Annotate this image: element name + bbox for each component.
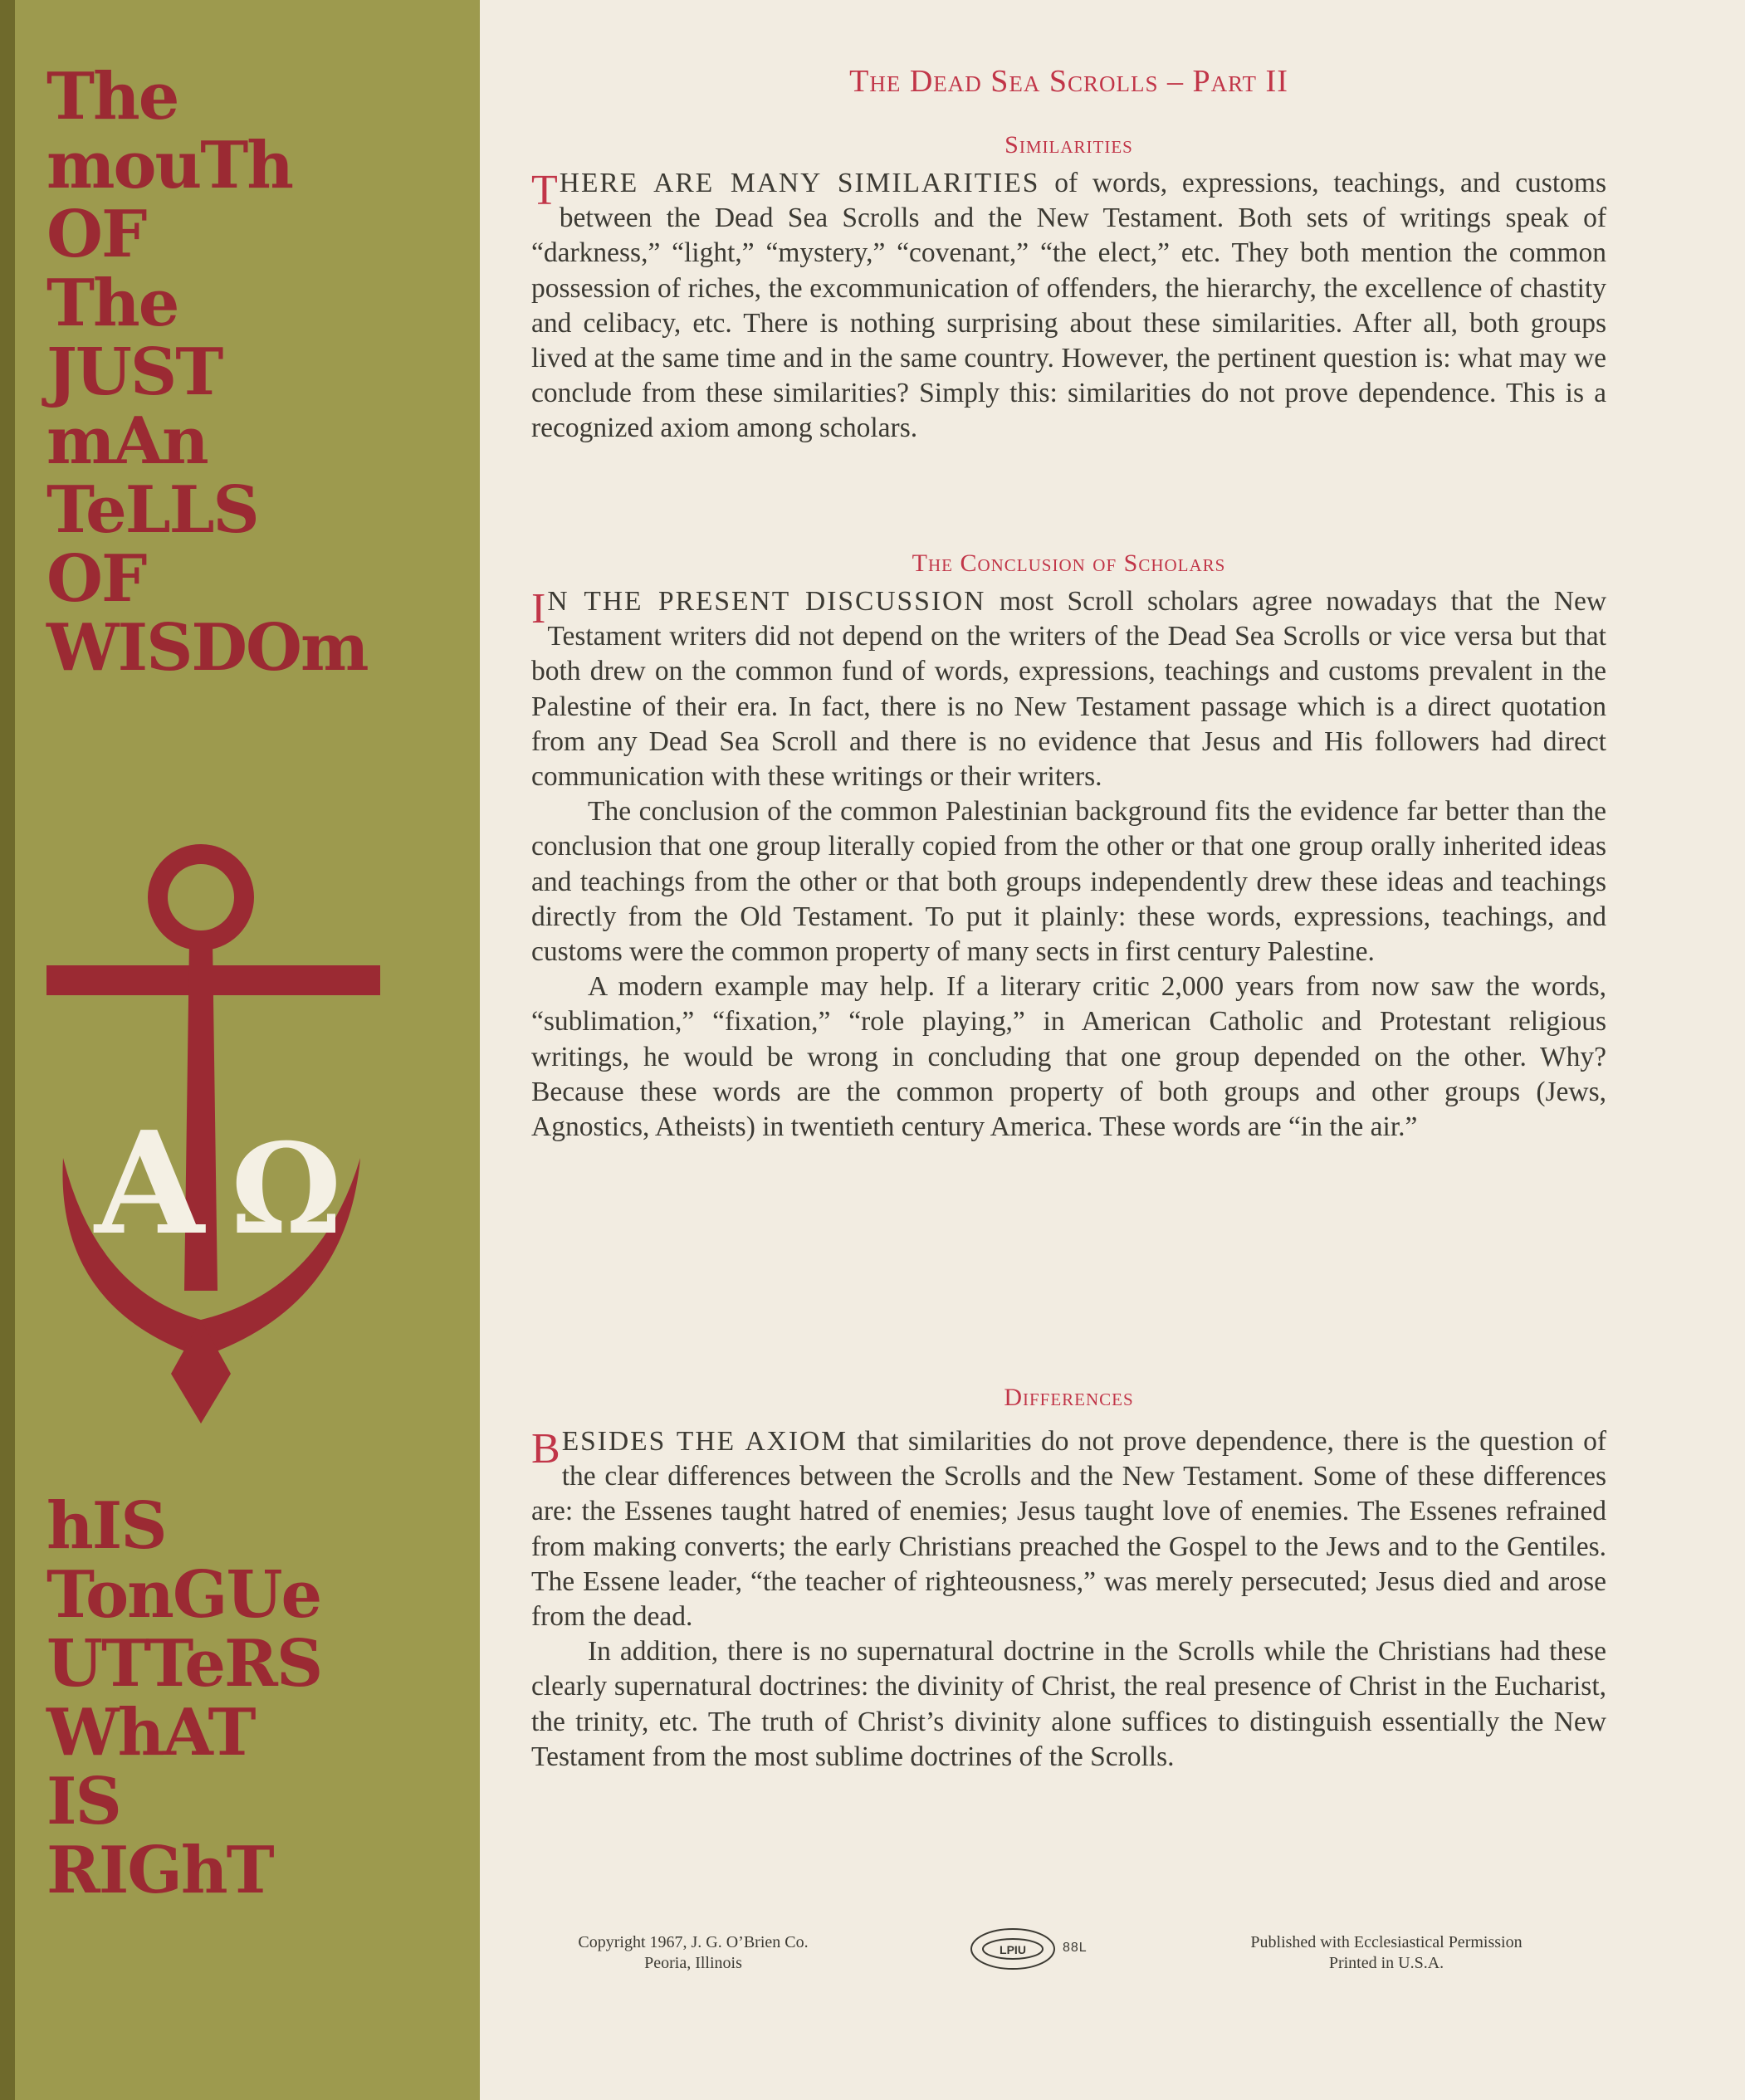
quote-word: RIGhT bbox=[46, 1833, 273, 1908]
anchor-icon bbox=[46, 842, 387, 1440]
quote-word: The bbox=[46, 59, 178, 134]
lead-in: ESIDES THE AXIOM bbox=[561, 1426, 848, 1457]
article-column bbox=[531, 0, 1606, 2100]
section-heading-similarities: Similarities bbox=[1004, 131, 1133, 159]
page-edge bbox=[0, 0, 15, 2100]
union-code: 88L bbox=[1063, 1941, 1088, 1955]
drop-cap: T bbox=[531, 167, 558, 214]
quote-word: WISDOm bbox=[46, 610, 368, 686]
section-differences bbox=[531, 1424, 1606, 1775]
lead-in: HERE ARE MANY SIMILARITIES bbox=[559, 168, 1040, 198]
drop-cap: B bbox=[531, 1425, 560, 1472]
drop-cap: I bbox=[531, 585, 546, 632]
quote-word: IS bbox=[46, 1764, 120, 1839]
quote-word: UTTeRS bbox=[46, 1626, 322, 1702]
sidebar-panel bbox=[15, 0, 480, 2100]
section-heading-conclusion: The Conclusion of Scholars bbox=[912, 549, 1226, 577]
copyright-notice bbox=[515, 1932, 872, 1974]
section-similarities bbox=[531, 166, 1606, 447]
lead-in: N THE PRESENT DISCUSSION bbox=[547, 586, 986, 617]
sidebar-quote-top bbox=[46, 59, 368, 686]
quote-word: TonGUe bbox=[46, 1557, 321, 1633]
paragraph: The conclusion of the common Palestinian background fits the evidence far better than the conclusion that one group literally copied from the other or that one group orally inherited ideas and teachings from the other or that both groups independently drew these ideas and teachings directly from the Old Testament. To put it plainly: these words, expressions, teachings, and customs were the common property of many sects in first century Palestine. bbox=[531, 796, 1606, 968]
union-label-icon bbox=[968, 1926, 1058, 1972]
union-label-text: LPIU bbox=[1000, 1943, 1026, 1956]
publication-notice bbox=[1171, 1932, 1602, 1974]
paragraph: A modern example may help. If a literary critic 2,000 years from now saw the words, “sublimation,” “fixation,” “role playing,” in American Catholic and Protestant religious writings, he would be wrong in concluding that one group depended on the other. Why? Because these words are the common property of both groups and other groups (Jews, Agnostics, Atheists) in twentieth century America. These words are “in the air.” bbox=[531, 971, 1606, 1143]
paragraph bbox=[531, 166, 1606, 447]
permission-line: Published with Ecclesiastical Permission bbox=[1250, 1933, 1523, 1951]
quote-word: mAn bbox=[46, 403, 208, 479]
sidebar-quote-bottom bbox=[46, 1488, 322, 1908]
section-heading-differences: Differences bbox=[1004, 1384, 1134, 1411]
quote-word: OF bbox=[46, 541, 146, 617]
paragraph-text: that similarities do not prove dependence, there is the question of the clear differences between the Scrolls and the New Testament. Some of these differences are: the Essenes taught hatred of enemies; Jesus taught love of enemies. The Essenes refrained from making converts; the early Christians preached the Gospel to the Jews and to the Gentiles. The Essene leader, “the teacher of righteousness,” was merely persecuted; Jesus died and arose from the dead. bbox=[531, 1426, 1606, 1633]
paragraph bbox=[531, 584, 1606, 794]
copyright-line: Copyright 1967, J. G. O’Brien Co. bbox=[578, 1933, 809, 1951]
quote-word: hIS bbox=[46, 1488, 166, 1564]
publisher-location: Peoria, Illinois bbox=[644, 1954, 742, 1972]
printed-line: Printed in U.S.A. bbox=[1328, 1954, 1444, 1972]
paragraph-text: of words, expressions, teachings, and customs between the Dead Sea Scrolls and the New Testament. Both sets of writings speak of “darkness,” “light,” “mystery,” “covenant,” “the elect,” etc. They both mention the common possession of riches, the excommunication of offenders, the hierarchy, the excellence of chastity and celibacy, etc. There is nothing surprising about these similarities. After all, both groups lived at the same time and in the same country. However, the pertinent question is: what may we conclude from these similarities? Simply this: similarities do not prove dependence. This is a recognized axiom among scholars. bbox=[531, 168, 1606, 444]
paragraph-text: most Scroll scholars agree nowadays that the New Testament writers did not depend on the writers of the Dead Sea Scrolls or vice versa but that both drew on the common fund of words, expressions, teachings and customs prevalent in the Palestine of their era. In fact, there is no New Testament passage which is a direct quotation from any Dead Sea Scroll and there is no evidence that Jesus and His followers had direct communication with these writings or their writers. bbox=[531, 586, 1607, 793]
section-conclusion bbox=[531, 584, 1606, 1145]
quote-word: OF bbox=[46, 197, 146, 272]
page-title: The Dead Sea Scrolls – Part II bbox=[849, 64, 1288, 99]
quote-word: The bbox=[46, 266, 178, 341]
quote-word: TeLLS bbox=[46, 472, 258, 548]
anchor-letter-alpha: A bbox=[95, 1101, 204, 1267]
paragraph bbox=[531, 1424, 1606, 1634]
quote-word: WhAT bbox=[46, 1695, 255, 1770]
anchor-letter-omega: Ω bbox=[231, 1116, 342, 1262]
paragraph: In addition, there is no supernatural doctrine in the Scrolls while the Christians had these clearly supernatural doctrines: the divinity of Christ, the real presence of Christ in the Eucharist, the trinity, etc. The truth of Christ’s divinity alone suffices to distinguish essentially the New Testament from the most sublime doctrines of the Scrolls. bbox=[531, 1636, 1606, 1772]
quote-word: JUST bbox=[46, 335, 222, 410]
quote-word: mouTh bbox=[46, 128, 293, 203]
